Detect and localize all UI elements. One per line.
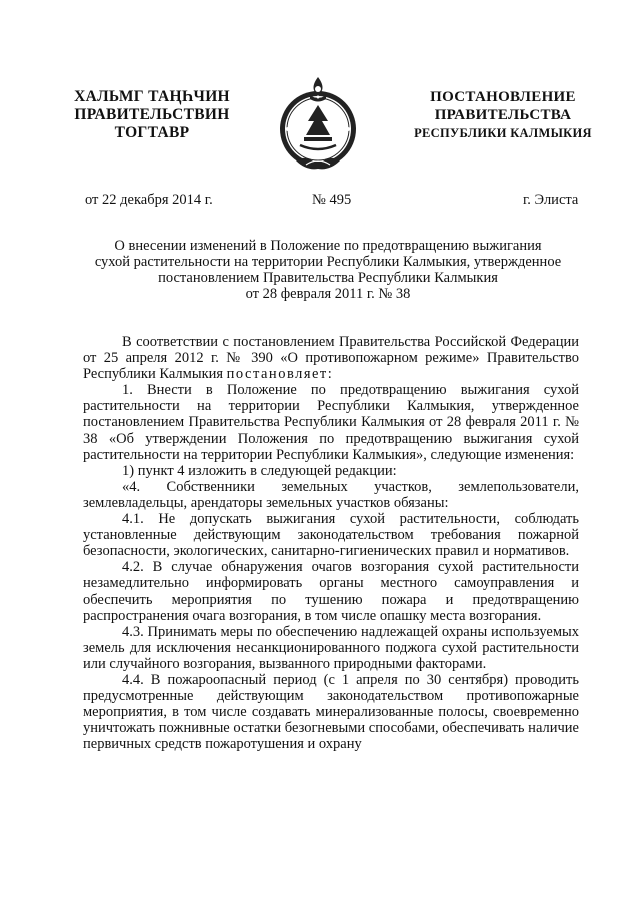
paragraph-4-2: 4.2. В случае обнаружения очагов возгорания сухой растительности незамедлительно информировать органы местного самоуправления и обеспечить мероприятия по тушению пожара и предотвращению распространения очага возгорания, в том числе опашку места возгорания. (83, 559, 579, 624)
header-russian-line-1: ПОСТАНОВЛЕНИЕ (430, 89, 576, 105)
kalmykia-emblem-icon (272, 73, 364, 173)
paragraph-4-1: 4.1. Не допускать выжигания сухой растительности, соблюдать установленные действующим законодательством требования пожарной безопасности, экологических, санитарно-гигиенических правил и нормативов. (83, 511, 579, 560)
paragraph-3: «4. Собственники земельных участков, землепользователи, землевладельцы, арендаторы земельных участков обязаны: (83, 478, 579, 511)
header-kalmyk-line-3: ТОГТАВР (114, 124, 190, 141)
title-line-3: постановлением Правительства Республики Калмыкия (158, 270, 498, 286)
paragraph-4-3: 4.3. Принимать меры по обеспечению надлежащей охраны используемых земель для исключения несанкционированного поджога сухой растительности или случайного возгорания, вызванного природными факторами. (83, 623, 579, 672)
document-city: г. Элиста (523, 192, 579, 208)
header-russian-line-3: РЕСПУБЛИКИ КАЛМЫКИЯ (414, 126, 592, 140)
title-line-2: сухой растительности на территории Республики Калмыкия, утвержденное (94, 254, 562, 270)
intro-text: В соответствии с постановлением Правительства Российской Федерации от 25 апреля 2012 г. № 390 «О противопожарном режиме» Правительство Республики Калмыкия (83, 334, 579, 383)
paragraph-1: 1. Внести в Положение по предотвращению выжигания сухой растительности на территории Республики Калмыкия, утвержденное постановлением Правительства Республики Калмыкия от 28 февраля 2011 г. № 38 «Об утверждении Положения по предотвращению выжигания сухой растительности на территории Республики Калмыкия», следующие изменения: (83, 382, 579, 463)
header-russian-line-2: ПРАВИТЕЛЬСТВА (434, 107, 572, 123)
header-kalmyk (52, 88, 252, 142)
title-line-1: О внесении изменений в Положение по предотвращению выжигания (114, 238, 542, 254)
header-kalmyk-line-1: ХАЛЬМГ ТАҢҺЧИН (74, 88, 230, 105)
intro-paragraph (83, 334, 579, 382)
header-russian (412, 88, 594, 142)
document-title (80, 238, 576, 302)
paragraph-2: 1) пункт 4 изложить в следующей редакции: (122, 462, 397, 479)
document-body (83, 334, 579, 752)
title-line-4: от 28 февраля 2011 г. № 38 (245, 286, 411, 302)
document-date: от 22 декабря 2014 г. (85, 192, 213, 208)
paragraph-4-4: 4.4. В пожароопасный период (с 1 апреля по 30 сентября) проводить предусмотренные действующим законодательством противопожарные мероприятия, в том числе создавать минерализованные полосы, своевременно уничтожать пожнивные остатки безогневыми способами, обеспечивать наличие первичных средств пожаротушения и охрану (83, 671, 579, 753)
intro-decree-word: постановляет: (226, 366, 334, 383)
header-kalmyk-line-2: ПРАВИТЕЛЬСТВИН (74, 106, 230, 123)
document-number: № 495 (312, 192, 352, 208)
